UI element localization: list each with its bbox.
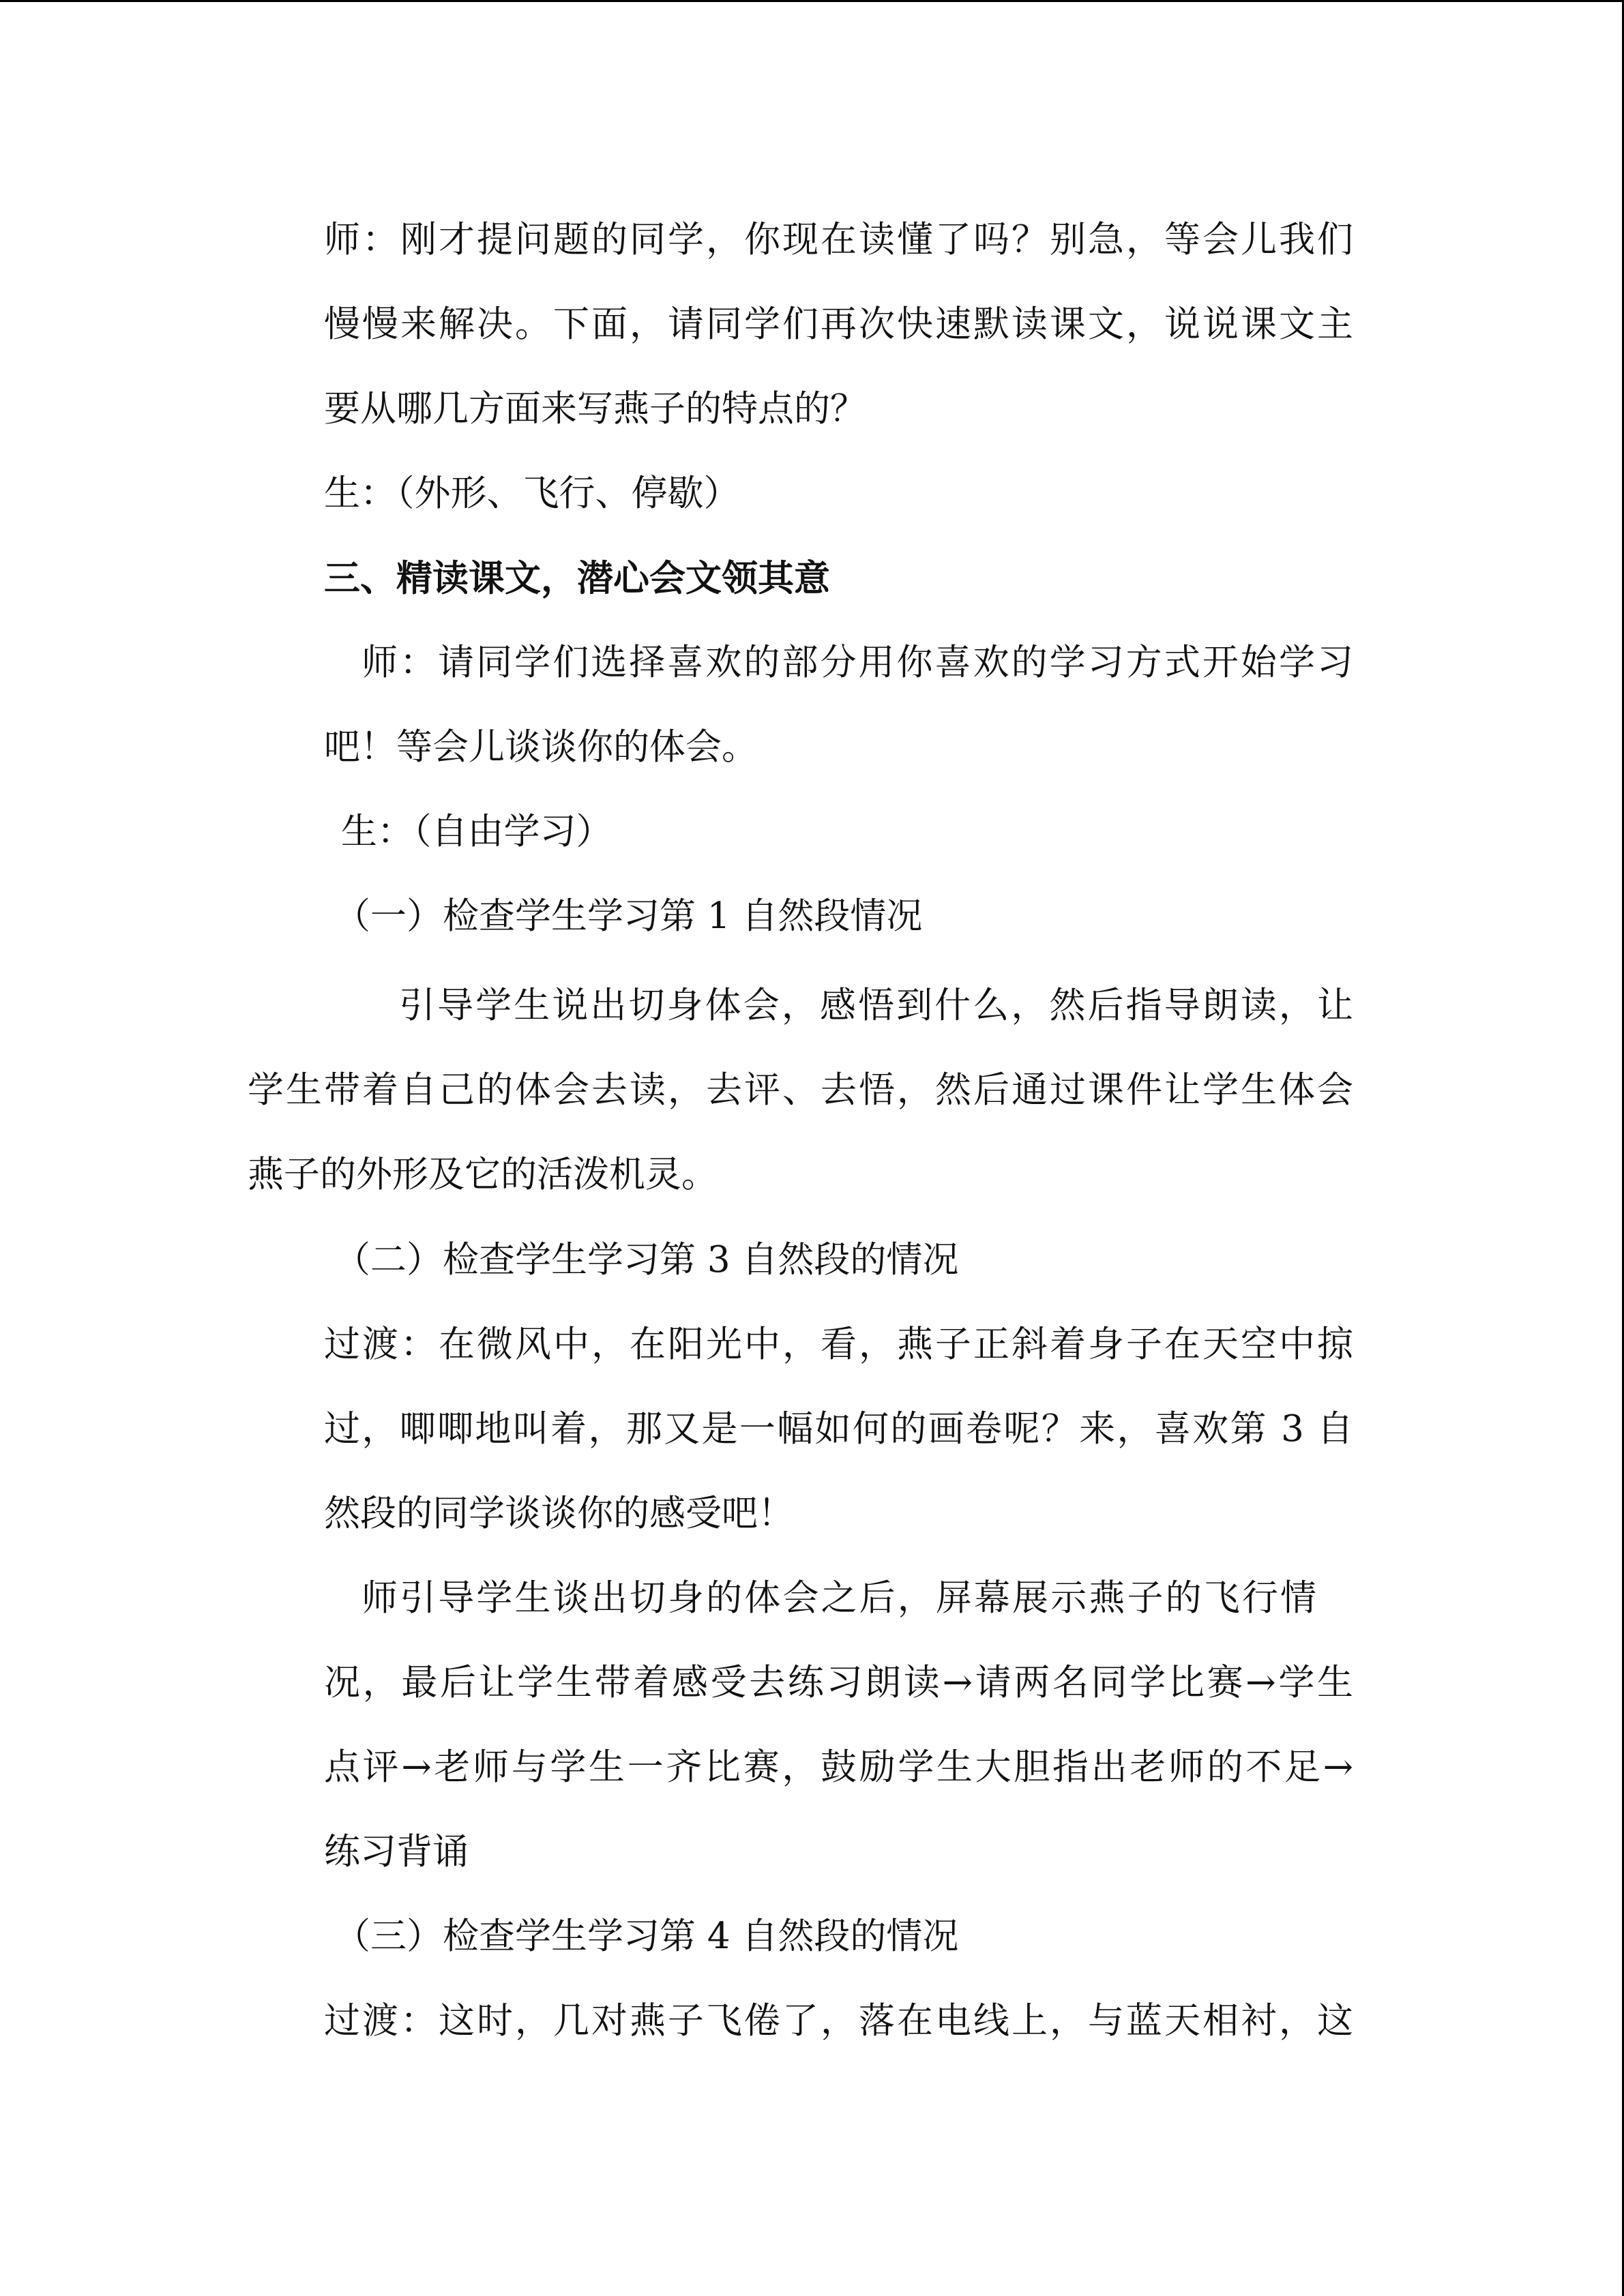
text-line: 师：请同学们选择喜欢的部分用你喜欢的学习方式开始学习: [361, 642, 1353, 683]
subsection-heading: （三）检查学生学习第 4 自然段的情况: [334, 1915, 959, 1957]
text-line: 生：（自由学习）: [341, 811, 612, 852]
text-line: 过，唧唧地叫着，那又是一幅如何的画卷呢？来，喜欢第 3 自: [324, 1408, 1353, 1450]
text-line: 练习背诵: [324, 1831, 469, 1873]
text-line: 过渡：在微风中，在阳光中，看，燕子正斜着身子在天空中掠: [324, 1324, 1353, 1365]
text-line: 师：刚才提问题的同学，你现在读懂了吗？别急，等会儿我们: [324, 219, 1353, 260]
text-line: 吧！等会儿谈谈你的体会。: [324, 726, 758, 768]
text-line: 师引导学生谈出切身的体会之后，屏幕展示燕子的飞行情: [361, 1577, 1316, 1619]
text-line: 况，最后让学生带着感受去练习朗读→请两名同学比赛→学生: [324, 1662, 1353, 1703]
text-line: 要从哪几方面来写燕子的特点的？: [324, 388, 866, 430]
subsection-heading: （一）检查学生学习第 1 自然段情况: [334, 895, 923, 937]
text-line: 慢慢来解决。下面，请同学们再次快速默读课文，说说课文主: [324, 303, 1353, 345]
text-line: 引导学生说出切身体会，感悟到什么，然后指导朗读，让: [399, 985, 1353, 1026]
page-border-top: [0, 0, 1624, 2]
subsection-heading: （二）检查学生学习第 3 自然段的情况: [334, 1239, 959, 1281]
section-heading: 三、精读课文，潜心会文领其意: [324, 557, 830, 599]
text-line: 生：（外形、飞行、停歇）: [324, 473, 740, 514]
text-line: 过渡：这时，几对燕子飞倦了，落在电线上，与蓝天相衬，这: [324, 2000, 1353, 2042]
text-line: 然段的同学谈谈你的感受吧！: [324, 1493, 794, 1534]
text-line: 学生带着自己的体会去读，去评、去悟，然后通过课件让学生体会: [248, 1069, 1353, 1111]
text-line: 点评→老师与学生一齐比赛，鼓励学生大胆指出老师的不足→: [324, 1746, 1353, 1788]
text-line: 燕子的外形及它的活泼机灵。: [248, 1154, 718, 1195]
